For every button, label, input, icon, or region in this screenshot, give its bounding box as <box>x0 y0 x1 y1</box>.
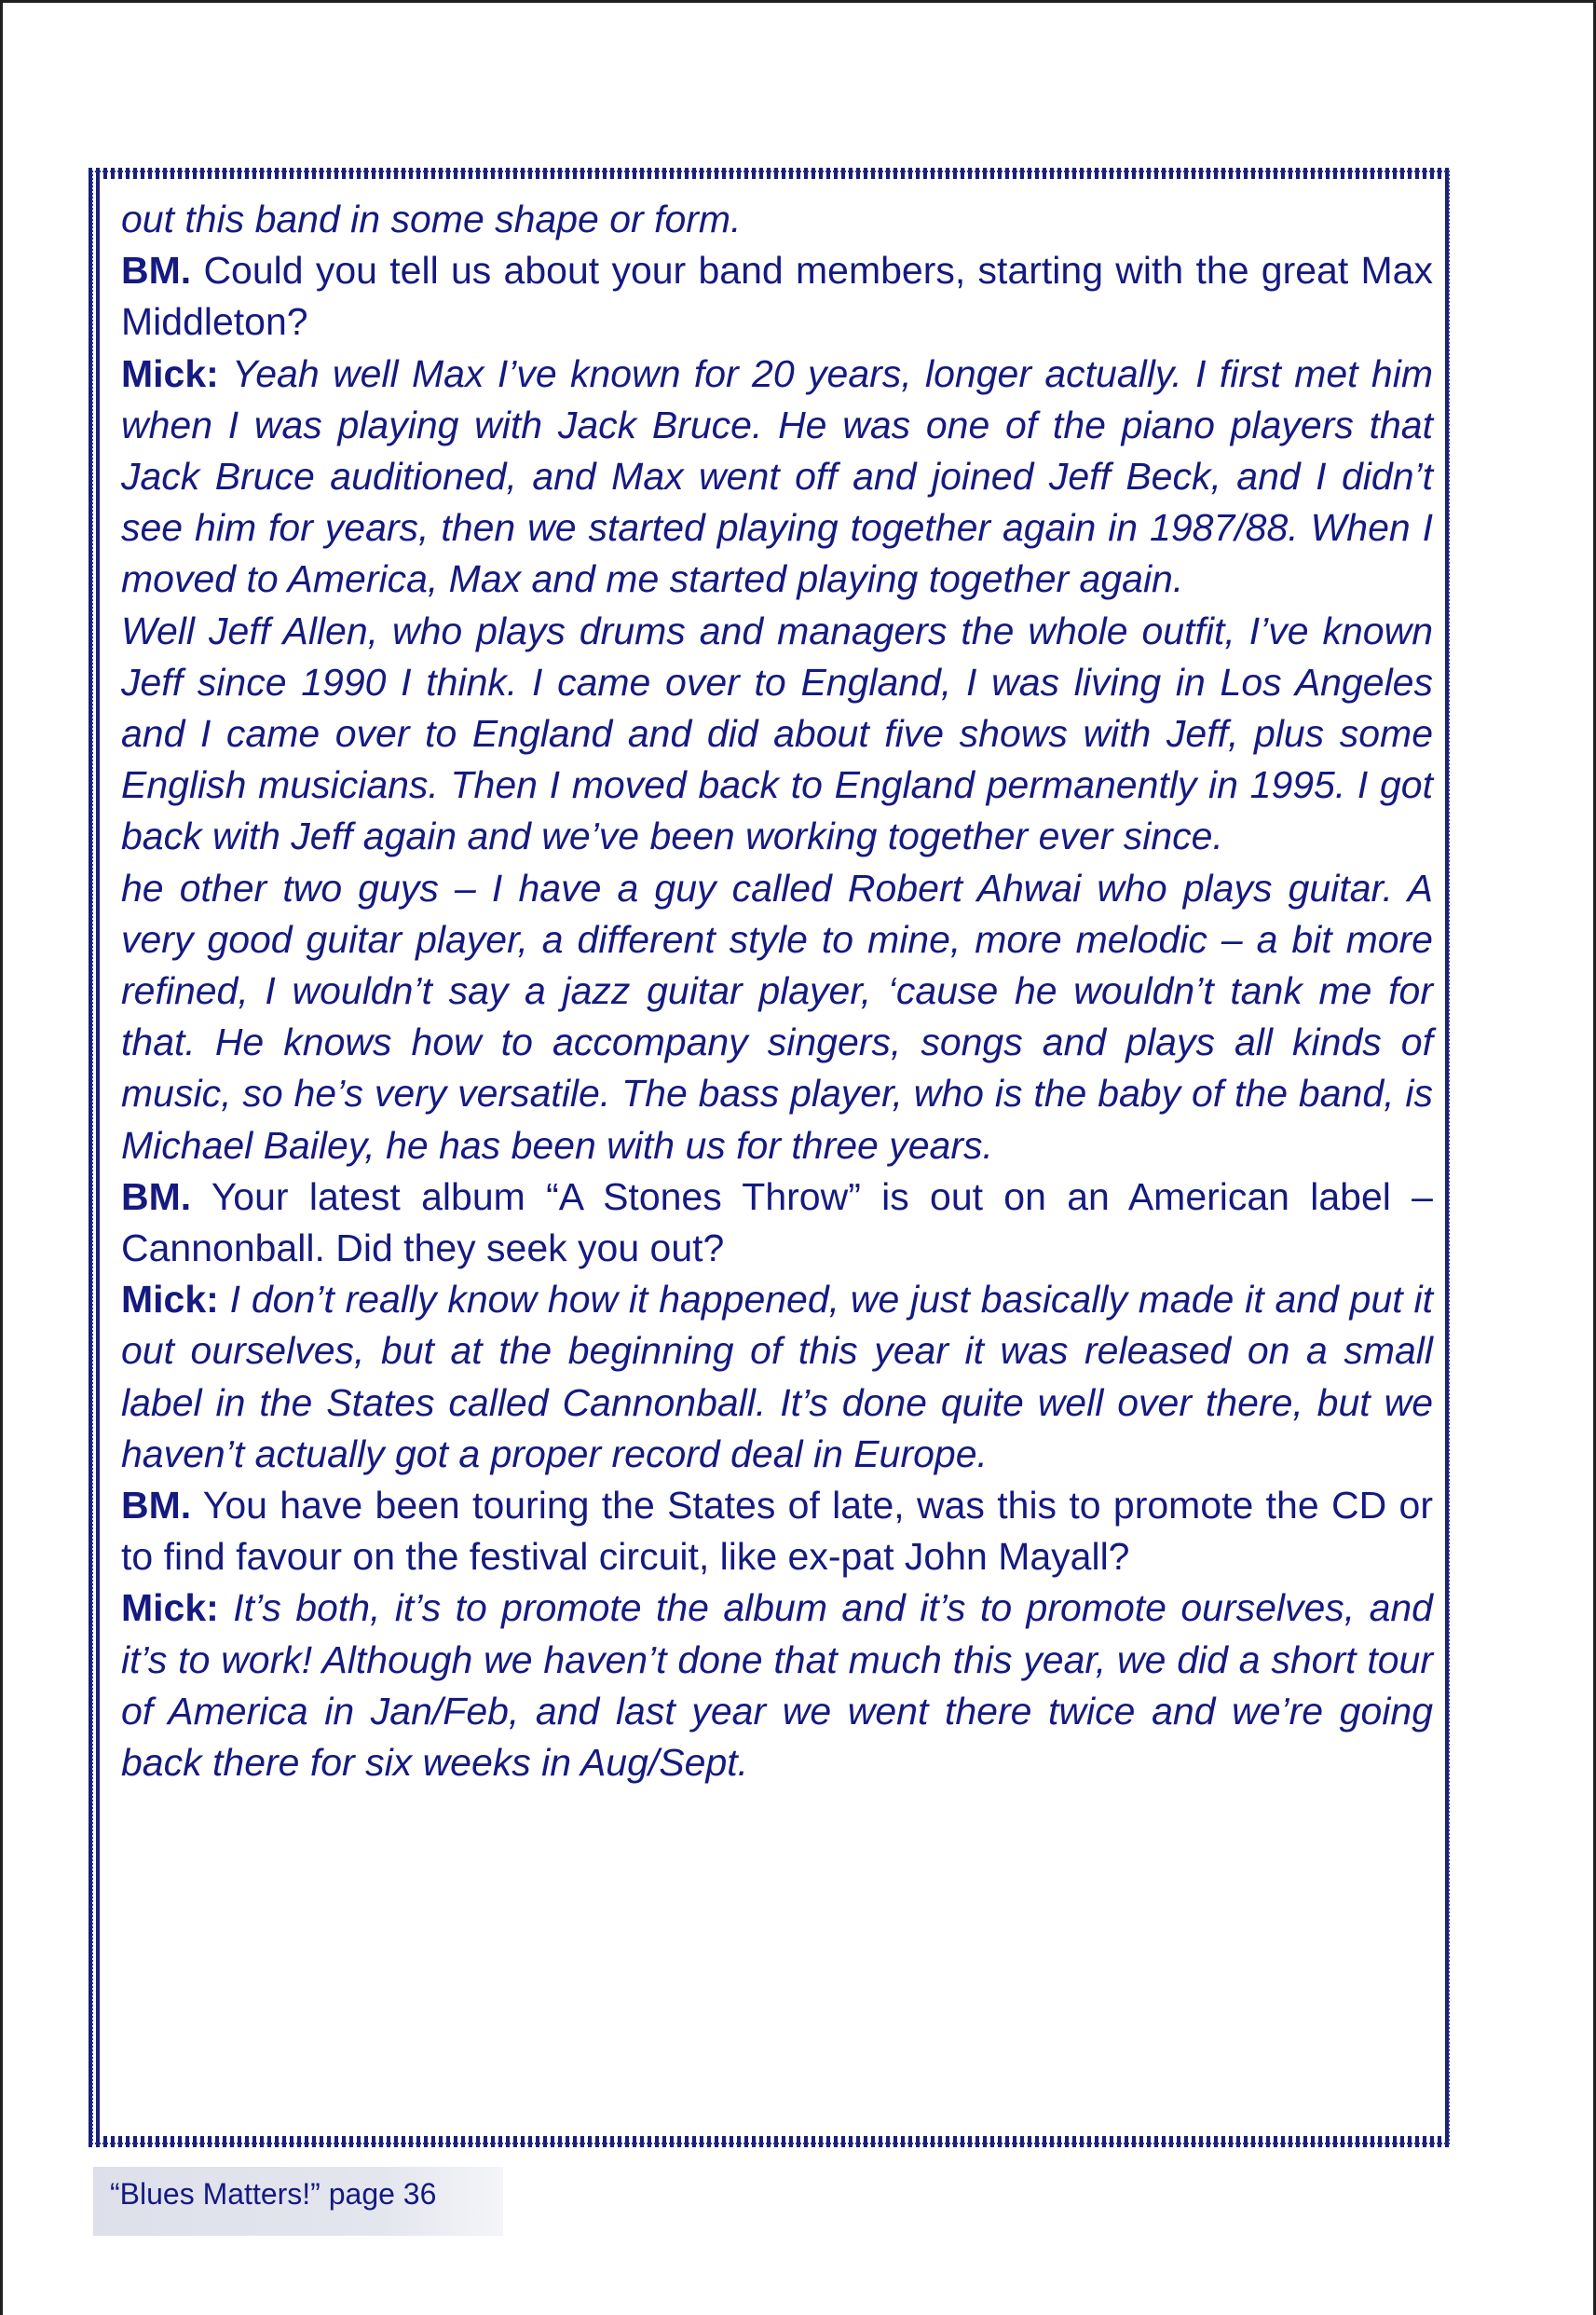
answer-paragraph <box>121 606 1433 863</box>
question-text: Your latest album “A Stones Throw” is out on an American label – Cannonball. Did they seek you out? <box>121 1174 1433 1270</box>
page-label: “Blues Matters!” page 36 <box>110 2177 437 2211</box>
answer-text: I don’t really know how it happened, we just basically made it and put it out ourselves, but at the beginning of this year it was released on a small label in the States called Cannonball. It’s done quite well over there, but we haven’t actually got a proper record deal in Europe. <box>121 1278 1433 1475</box>
speaker-label: BM. <box>121 249 192 293</box>
answer-paragraph <box>121 1274 1433 1480</box>
answer-text: he other two guys – I have a guy called Robert Ahwai who plays guitar. A very good guitar player, a different style to mine, more melodic – a bit more refined, I wouldn’t say a jazz guitar player, ‘cause he wouldn’t tank me for that. He knows how to accompany singers, songs and plays all kinds of music, so he’s very versatile. The bass player, who is the baby of the band, is Michael Bailey, he has been with us for three years. <box>121 866 1433 1167</box>
answer-paragraph <box>121 1582 1433 1788</box>
page-edge-top <box>0 0 1596 3</box>
page-edge-left <box>0 0 3 2315</box>
speaker-label: BM. <box>121 1174 192 1218</box>
question-paragraph <box>121 1480 1433 1582</box>
answer-text: Yeah well Max I’ve known for 20 years, longer actually. I first met him when I was playing with Jack Bruce. He was one of the piano players that Jack Bruce auditioned, and Max went off and joined Jeff Beck, and I didn’t see him for years, then we started playing together again in 1987/88. When I moved to America, Max and me started playing together again. <box>121 351 1433 601</box>
speaker-label: Mick: <box>121 1586 219 1630</box>
answer-paragraph <box>121 194 1433 245</box>
answer-paragraph <box>121 863 1433 1171</box>
question-paragraph <box>121 245 1433 348</box>
speaker-label: Mick: <box>121 1278 219 1322</box>
question-text: Could you tell us about your band members, starting with the great Max Middleton? <box>121 249 1433 344</box>
question-text: You have been touring the States of late, was this to promote the CD or to find favour on the festival circuit, like ex-pat John Mayall? <box>121 1484 1433 1579</box>
answer-paragraph <box>121 349 1433 606</box>
answer-text: It’s both, it’s to promote the album and it’s to promote ourselves, and it’s to work! Although we haven’t done that much this year, we did a short tour of America in Jan/Feb, and last year we went there twice and we’re going back there for six weeks in Aug/Sept. <box>121 1586 1433 1785</box>
question-paragraph <box>121 1171 1433 1274</box>
answer-text: out this band in some shape or form. <box>121 198 742 240</box>
speaker-label: Mick: <box>121 351 219 395</box>
speaker-label: BM. <box>121 1484 192 1527</box>
answer-text: Well Jeff Allen, who plays drums and managers the whole outfit, I’ve known Jeff since 1990 I think. I came over to England, I was living in Los Angeles and I came over to England and did about five shows with Jeff, plus some English musicians. Then I moved back to England permanently in 1995. I got back with Jeff again and we’ve been working together ever since. <box>121 609 1433 858</box>
article-body <box>121 194 1433 1788</box>
